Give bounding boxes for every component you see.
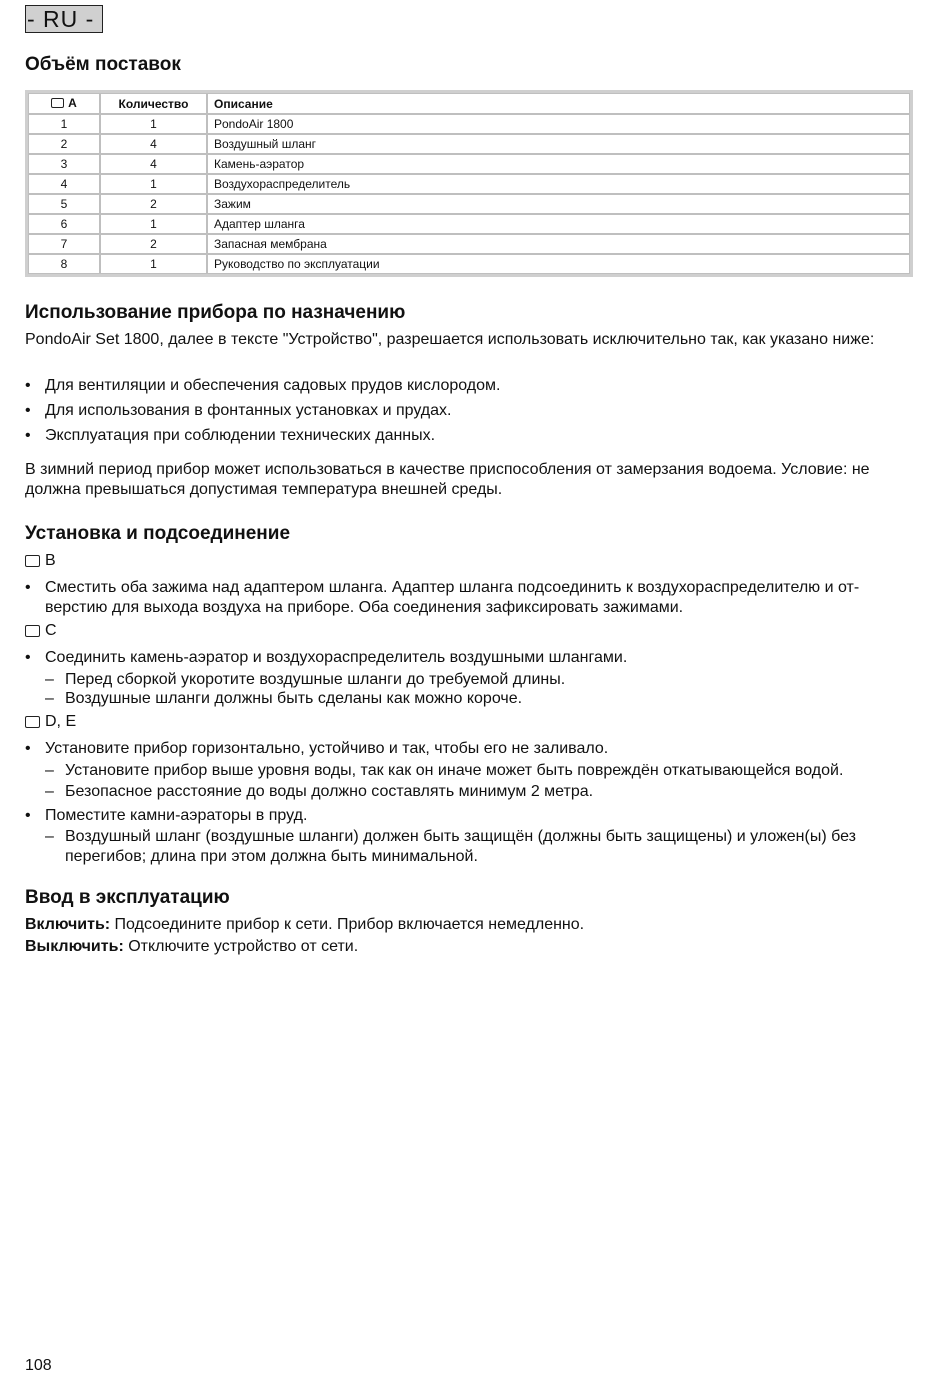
list-item: • Для использования в фонтанных установках и прудах. bbox=[25, 402, 452, 419]
intended-use-heading: Использование прибора по назначению bbox=[25, 302, 406, 323]
table-header-row bbox=[28, 93, 910, 114]
cell-description: Зажим bbox=[207, 194, 910, 214]
list-item: • Эксплуатация при соблюдении технических данных. bbox=[25, 427, 436, 444]
cell-quantity: 4 bbox=[100, 154, 207, 174]
bullet-icon: • bbox=[25, 807, 31, 824]
figure-icon bbox=[25, 716, 40, 728]
list-item: • Поместите камни-аэраторы в пруд. bbox=[25, 807, 308, 824]
column-header-quantity: Количество bbox=[100, 93, 207, 114]
bullet-icon: • bbox=[25, 427, 31, 444]
cell-quantity: 2 bbox=[100, 234, 207, 254]
figure-icon bbox=[25, 555, 40, 567]
cell-figure-number: 8 bbox=[28, 254, 100, 274]
figure-ref-de: D, E bbox=[25, 712, 76, 732]
table-row bbox=[28, 114, 910, 134]
winter-note: В зимний период прибор может использоваться в качестве приспособления от замерзания водоема. Условие: не должна превышаться допустимая температура внешней среды. bbox=[25, 461, 870, 498]
scope-table bbox=[25, 90, 913, 277]
list-item: • Для вентиляции и обеспечения садовых прудов кислородом. bbox=[25, 377, 501, 394]
cell-description: Руководство по эксплуатации bbox=[207, 254, 910, 274]
dash-icon: – bbox=[45, 783, 54, 800]
sub-list-item: – Перед сборкой укоротите воздушные шланги до требуемой длины. bbox=[45, 671, 566, 688]
cell-figure-number: 6 bbox=[28, 214, 100, 234]
cell-description: Камень-аэратор bbox=[207, 154, 910, 174]
language-tab: - RU - bbox=[25, 5, 103, 33]
cell-quantity: 1 bbox=[100, 214, 207, 234]
column-header-figure: A bbox=[28, 93, 100, 114]
table-row bbox=[28, 174, 910, 194]
table-row bbox=[28, 194, 910, 214]
bullet-icon: • bbox=[25, 740, 31, 757]
table-row bbox=[28, 154, 910, 174]
switch-off-line: Выключить: Отключите устройство от сети. bbox=[25, 938, 359, 955]
dash-icon: – bbox=[45, 762, 54, 779]
table-row bbox=[28, 134, 910, 154]
commissioning-heading: Ввод в эксплуатацию bbox=[25, 887, 230, 908]
dash-icon: – bbox=[45, 828, 54, 845]
dash-icon: – bbox=[45, 671, 54, 688]
cell-figure-number: 2 bbox=[28, 134, 100, 154]
cell-figure-number: 7 bbox=[28, 234, 100, 254]
bullet-icon: • bbox=[25, 402, 31, 419]
cell-description: Запасная мембрана bbox=[207, 234, 910, 254]
dash-icon: – bbox=[45, 690, 54, 707]
cell-quantity: 1 bbox=[100, 114, 207, 134]
sub-list-item: – Воздушные шланги должны быть сделаны как можно короче. bbox=[45, 690, 523, 707]
page-number: 108 bbox=[25, 1357, 52, 1374]
list-item: • Установите прибор горизонтально, устойчиво и так, чтобы его не заливало. bbox=[25, 740, 609, 757]
cell-description: Воздухораспределитель bbox=[207, 174, 910, 194]
sub-list-item: – Воздушный шланг (воздушные шланги) должен быть защищён (должны быть защищены) и уложен(ы) без перегибов; длина при этом должна быть минимальной. bbox=[45, 828, 856, 865]
figure-icon bbox=[51, 98, 64, 108]
bullet-icon: • bbox=[25, 579, 31, 596]
cell-figure-number: 3 bbox=[28, 154, 100, 174]
figure-ref-b: B bbox=[25, 551, 56, 571]
table-row bbox=[28, 214, 910, 234]
cell-figure-number: 5 bbox=[28, 194, 100, 214]
bullet-icon: • bbox=[25, 377, 31, 394]
sub-list-item: – Безопасное расстояние до воды должно составлять минимум 2 метра. bbox=[45, 783, 594, 800]
list-item: • Сместить оба зажима над адаптером шланга. Адаптер шланга подсоединить к воздухораспределителю и от-верстию для выхода воздуха на приборе. Оба соединения зафиксировать зажимами. bbox=[25, 579, 860, 616]
switch-on-line: Включить: Подсоедините прибор к сети. Прибор включается немедленно. bbox=[25, 916, 585, 933]
sub-list-item: – Установите прибор выше уровня воды, так как он иначе может быть повреждён откатывающейся водой. bbox=[45, 762, 844, 779]
cell-description: Воздушный шланг bbox=[207, 134, 910, 154]
figure-icon bbox=[25, 625, 40, 637]
cell-quantity: 2 bbox=[100, 194, 207, 214]
bullet-icon: • bbox=[25, 649, 31, 666]
cell-figure-number: 1 bbox=[28, 114, 100, 134]
cell-quantity: 1 bbox=[100, 254, 207, 274]
table-row bbox=[28, 254, 910, 274]
scope-heading: Объём поставок bbox=[25, 54, 181, 75]
figure-ref-c: C bbox=[25, 621, 57, 641]
cell-figure-number: 4 bbox=[28, 174, 100, 194]
cell-quantity: 4 bbox=[100, 134, 207, 154]
table-row bbox=[28, 234, 910, 254]
cell-description: PondoAir 1800 bbox=[207, 114, 910, 134]
list-item: • Соединить камень-аэратор и воздухораспределитель воздушными шлангами. bbox=[25, 649, 628, 666]
cell-description: Адаптер шланга bbox=[207, 214, 910, 234]
cell-quantity: 1 bbox=[100, 174, 207, 194]
column-header-description: Описание bbox=[207, 93, 910, 114]
intended-use-intro: PondoAir Set 1800, далее в тексте "Устройство", разрешается использовать исключительно так, как указано ниже: bbox=[25, 331, 875, 348]
installation-heading: Установка и подсоединение bbox=[25, 523, 291, 544]
